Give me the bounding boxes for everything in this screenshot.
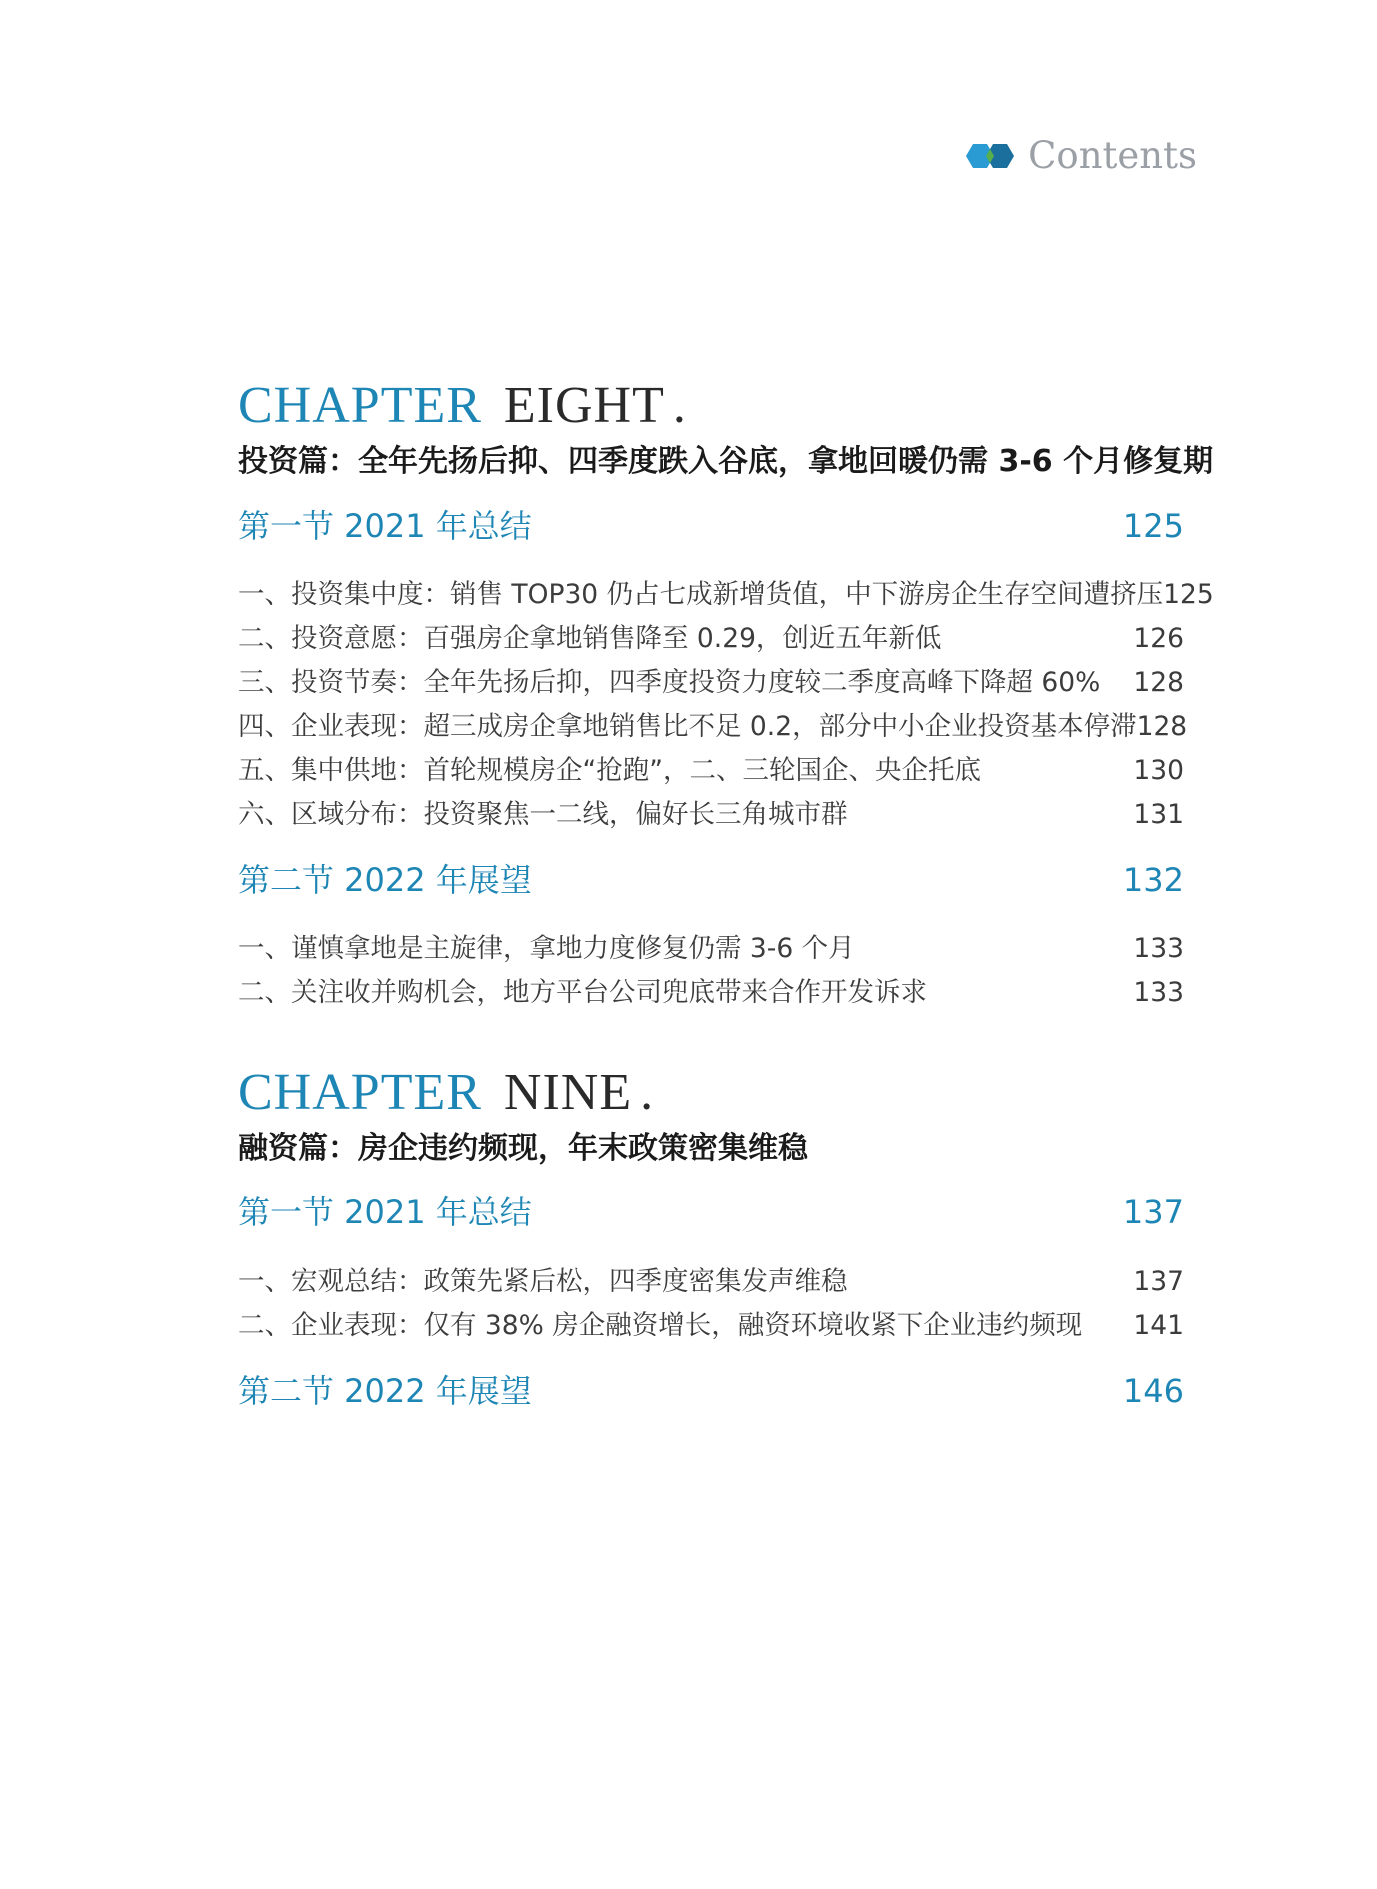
hexagon-logo-icon bbox=[966, 141, 1018, 171]
chapter-number: EIGHT bbox=[503, 377, 665, 434]
section-title: 第一节 2021 年总结 bbox=[238, 1193, 532, 1231]
toc-item-page: 130 bbox=[1133, 755, 1184, 786]
section-title: 第二节 2022 年展望 bbox=[238, 861, 532, 899]
section-page: 137 bbox=[1122, 1193, 1184, 1231]
toc-item[interactable] bbox=[238, 579, 1214, 611]
toc-item-text: 六、区域分布：投资聚焦一二线，偏好长三角城市群 bbox=[238, 799, 848, 830]
toc-item-page: 131 bbox=[1133, 799, 1184, 830]
toc-item-text: 二、关注收并购机会，地方平台公司兜底带来合作开发诉求 bbox=[238, 977, 927, 1008]
toc-item[interactable] bbox=[238, 933, 1184, 965]
toc-item-text: 二、投资意愿：百强房企拿地销售降至 0.29，创近五年新低 bbox=[238, 623, 942, 654]
chapter-nine-title: 融资篇：房企违约频现，年末政策密集维稳 bbox=[238, 1131, 808, 1166]
toc-item-page: 125 bbox=[1163, 579, 1214, 610]
toc-item[interactable] bbox=[238, 623, 1184, 655]
section-heading[interactable] bbox=[238, 1372, 1184, 1410]
toc-item[interactable] bbox=[238, 1266, 1184, 1298]
chapter-nine-heading bbox=[238, 1065, 654, 1121]
section-heading[interactable] bbox=[238, 1193, 1184, 1231]
toc-item-text: 一、谨慎拿地是主旋律，拿地力度修复仍需 3-6 个月 bbox=[238, 933, 855, 964]
section-page: 132 bbox=[1122, 861, 1184, 899]
toc-item-text: 二、企业表现：仅有 38% 房企融资增长，融资环境收紧下企业违约频现 bbox=[238, 1310, 1083, 1341]
chapter-label: CHAPTER bbox=[238, 377, 482, 434]
section-page: 146 bbox=[1122, 1372, 1184, 1410]
contents-title: Contents bbox=[1028, 134, 1197, 177]
toc-item-page: 137 bbox=[1133, 1266, 1184, 1297]
toc-item[interactable] bbox=[238, 1310, 1184, 1342]
toc-item-page: 133 bbox=[1133, 933, 1184, 964]
section-heading[interactable] bbox=[238, 861, 1184, 899]
toc-item-text: 五、集中供地：首轮规模房企“抢跑”，二、三轮国企、央企托底 bbox=[238, 755, 981, 786]
section-title: 第二节 2022 年展望 bbox=[238, 1372, 532, 1410]
toc-item[interactable] bbox=[238, 667, 1184, 699]
toc-item-text: 四、企业表现：超三成房企拿地销售比不足 0.2，部分中小企业投资基本停滞 bbox=[238, 711, 1137, 742]
toc-item-page: 133 bbox=[1133, 977, 1184, 1008]
chapter-label: CHAPTER bbox=[238, 1064, 482, 1121]
toc-item-page: 128 bbox=[1136, 711, 1188, 742]
toc-item-text: 一、投资集中度：销售 TOP30 仍占七成新增货值，中下游房企生存空间遭挤压 bbox=[238, 579, 1164, 610]
toc-item-page: 128 bbox=[1133, 667, 1184, 698]
chapter-dot: . bbox=[640, 1064, 655, 1121]
toc-item[interactable] bbox=[238, 799, 1184, 831]
toc-item[interactable] bbox=[238, 755, 1184, 787]
toc-item-text: 一、宏观总结：政策先紧后松，四季度密集发声维稳 bbox=[238, 1266, 848, 1297]
section-title: 第一节 2021 年总结 bbox=[238, 507, 532, 545]
section-heading[interactable] bbox=[238, 507, 1184, 545]
toc-item-text: 三、投资节奏：全年先扬后抑，四季度投资力度较二季度高峰下降超 60% bbox=[238, 667, 1101, 698]
toc-item[interactable] bbox=[238, 711, 1188, 743]
toc-item-page: 126 bbox=[1133, 623, 1184, 654]
chapter-dot: . bbox=[672, 377, 687, 434]
contents-header bbox=[966, 134, 1197, 177]
toc-item[interactable] bbox=[238, 977, 1184, 1009]
chapter-eight-heading bbox=[238, 378, 687, 434]
toc-item-page: 141 bbox=[1133, 1310, 1184, 1341]
section-page: 125 bbox=[1122, 507, 1184, 545]
chapter-number: NINE bbox=[503, 1064, 633, 1121]
chapter-eight-title: 投资篇：全年先扬后抑、四季度跌入谷底，拿地回暖仍需 3-6 个月修复期 bbox=[238, 444, 1214, 479]
